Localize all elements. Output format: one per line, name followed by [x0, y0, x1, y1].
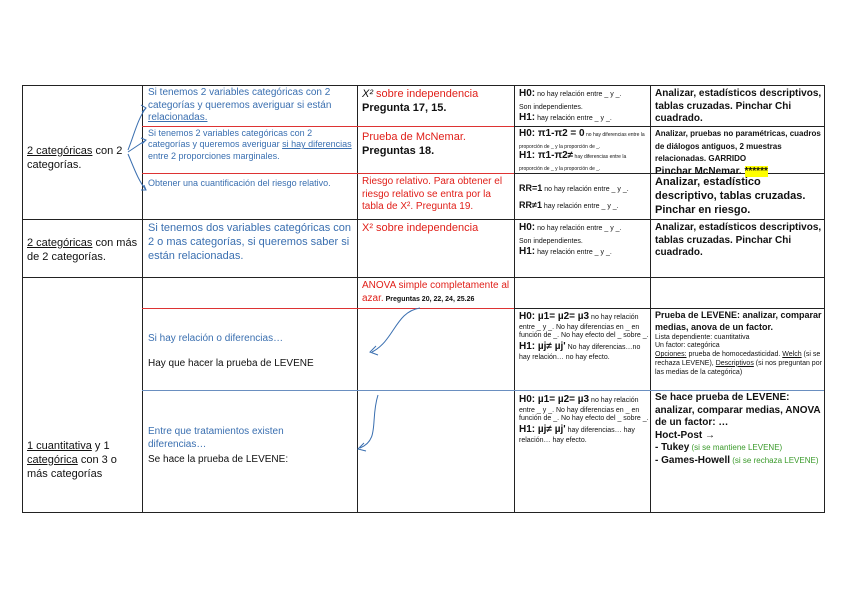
row1-desc-a: Si tenemos 2 variables categóricas con 2 categorías y queremos averiguar si están relacionadas.	[148, 87, 332, 123]
row2-test: X² sobre independencia	[362, 222, 479, 234]
row3-steps-b: Se hace prueba de LEVENE: analizar, comparar medias, ANOVA de un factor: … Hoct-Post → - Tukey (si se mantiene LEVENE) - Games-Howell (si se rechaza LEVENE)	[655, 392, 821, 466]
row1-steps-b: Analizar, pruebas no paramétricas, cuadros de diálogos antiguos, 2 muestras relacionadas. GARRIDO Pinchar McNemar. ******	[655, 129, 821, 177]
row3-desc-b-blue: Entre que tratamientos existen diferencias…	[148, 426, 284, 450]
row1-desc-b: Si tenemos 2 variables categóricas con 2 categorías y queremos averiguar si hay diferencias entre 2 proporciones marginales.	[148, 128, 352, 161]
row3-desc-a-black: Hay que hacer la prueba de LEVENE	[148, 358, 314, 369]
row1-desc-c: Obtener una cuantificación del riesgo relativo.	[148, 178, 331, 188]
arrow-levene-2	[360, 395, 378, 448]
row1-test-b: Prueba de McNemar. Preguntas 18.	[362, 131, 466, 157]
row1-test-c: Riesgo relativo. Para obtener el riesgo relativo se entra por la tabla de X². Pregunta 19.	[362, 176, 503, 212]
row2-label: 2 categóricas con más de 2 categorías.	[27, 237, 138, 263]
row1-steps-c: Analizar, estadístico descriptivo, tablas cruzadas. Pinchar en riesgo.	[655, 176, 806, 216]
row1-hyp-c: RR=1 no hay relación entre _ y _. RR≠1 hay relación entre _ y _.	[519, 183, 629, 211]
row3-hyp-b: H0: µ1= µ2= µ3 no hay relación entre _ y _. No hay diferencias en _ en función de _. No hay efecto del _ sobre _. H1: µj≠ µj' hay diferencias… hay relación… hay efecto.	[519, 394, 649, 444]
row2-steps: Analizar, estadísticos descriptivos, tablas cruzadas. Pinchar Chi cuadrado.	[655, 222, 822, 258]
row3-steps-a: Prueba de LEVENE: analizar, comparar medias, anova de un factor. Lista dependiente: cuantitativa Un factor: categórica Opciones: prueba de homocedasticidad. Welch (si se rechaza LEVENE), Descriptivos (si nos preguntan por las medias de la categórica)	[655, 310, 822, 376]
row2-desc: Si tenemos dos variables categóricas con 2 o mas categorías, si queremos saber si están relacionadas.	[148, 222, 351, 262]
row3-hyp-a: H0: µ1= µ2= µ3 no hay relación entre _ y _. No hay diferencias en _ en función de _. No hay efecto del _ sobre _. H1: µj≠ µj' No hay diferencias…no hay relación… no hay efecto.	[519, 311, 649, 361]
row2-hyp: H0: no hay relación entre _ y _. Son independientes. H1: hay relación entre _ y _.	[519, 222, 622, 258]
row3-test-top: ANOVA simple completamente al azar. Preguntas 20, 22, 24, 25.26	[362, 280, 510, 304]
row1-label: 2 categóricas con 2 categorías.	[27, 145, 123, 171]
row1-test-a: X² sobre independencia Pregunta 17, 15.	[362, 88, 479, 114]
row1-steps-a: Analizar, estadísticos descriptivos, tablas cruzadas. Pinchar Chi cuadrado.	[655, 88, 822, 124]
row3-label: 1 cuantitativa y 1 categórica con 3 o más categorías	[27, 440, 117, 480]
row3-desc-b-black: Se hace la prueba de LEVENE:	[148, 454, 289, 465]
arrow-up	[128, 108, 146, 150]
row3-desc-a-blue: Si hay relación o diferencias…	[148, 333, 284, 344]
row1-hyp-b: H0: π1-π2 = 0 no hay diferencias entre la proporción de _ y la proporción de _. H1: π1-π2≠ hay diferencias entre la proporción de _ y la proporción de _.	[519, 128, 645, 172]
arrow-levene-1	[372, 308, 420, 352]
row1-hyp-a: H0: no hay relación entre _ y _. Son independientes. H1: hay relación entre _ y _.	[519, 88, 622, 124]
